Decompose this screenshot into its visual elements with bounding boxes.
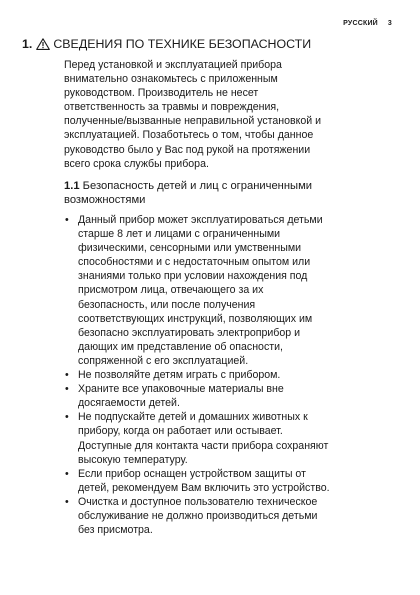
list-item [64,213,404,368]
page-header [343,20,392,27]
section-intro [64,58,404,171]
section-heading: СВЕДЕНИЯ ПО ТЕХНИКЕ БЕЗОПАСНОСТИ [53,37,312,51]
bullet-line: высокую температуру. [78,453,188,466]
intro-line: всего срока службы прибора. [64,157,209,170]
bullet-list [64,213,404,537]
subsection-heading-cont: возможностями [64,194,146,207]
bullet-line: способностями и с недостаточным опытом или [78,256,311,269]
intro-line: руководство было у Вас под рукой на протяжении [64,143,311,156]
bullet-line: сопряженной с его эксплуатацией. [78,354,249,367]
bullet-line: обслуживание не должно производиться детьми [78,509,318,522]
bullet-line: Не позволяйте детям играть с прибором. [78,369,281,382]
bullet-symbol: • [65,495,69,508]
bullet-line: Данный прибор может эксплуатироваться детьми [78,214,323,226]
intro-line: Перед установкой и эксплуатацией прибора [64,59,282,71]
list-item [64,410,404,466]
bullet-line: без присмотра. [78,524,153,537]
subsection-title-line [64,179,404,193]
bullet-line: прибору, когда он работает или остывает. [78,425,283,438]
intro-line: ответственность за травмы и повреждения, [64,101,280,114]
bullet-symbol: • [65,214,69,226]
section-title [22,37,400,51]
bullet-symbol: • [65,467,69,480]
bullet-line: досягаемости детей. [78,397,180,410]
intro-line: эксплуатацией. Позаботьтесь о том, чтобы данное [64,129,314,142]
bullet-symbol: • [65,369,69,382]
bullet-line: Доступные для контакта части прибора сохраняют [78,439,329,452]
list-item [64,495,404,537]
header-language: РУССКИЙ [343,20,378,27]
warning-triangle-icon [36,38,50,50]
bullet-symbol: • [65,411,69,424]
list-item [64,382,404,410]
section-number: 1. [22,37,33,51]
list-item [64,368,404,382]
intro-line: руководством. Производитель не несет [64,87,259,100]
subsection-number: 1.1 [64,180,80,192]
bullet-line: Храните все упаковочные материалы вне [78,383,284,396]
subsection-title [64,179,404,208]
bullet-line: присмотром лица, отвечающего за их [78,284,264,297]
bullet-line: Если прибор оснащен устройством защиты от [78,467,306,480]
list-item [64,467,404,495]
bullet-line: безопасность, или после получения [78,298,256,311]
subsection-heading: Безопасность детей и лиц с ограниченными [82,180,313,192]
bullet-line: детей, рекомендуем Вам включить это устройство. [78,481,330,494]
intro-line: полученные/вызванные неправильной установкой и [64,115,322,128]
bullet-line: безопасно эксплуатировать электроприбор и [78,326,300,339]
bullet-symbol: • [65,383,69,396]
bullet-line: Не подпускайте детей и домашних животных к [78,411,308,424]
bullet-line: Очистка и доступное пользователю техническое [78,495,318,508]
bullet-line: физическими, сенсорными или умственными [78,242,302,255]
bullet-line: дающих им представление об опасности, [78,340,283,353]
bullet-line: старше 8 лет и лицами с ограниченными [78,228,281,241]
bullet-line: соответствующих инструкций, позволяющих им [78,312,313,325]
page-number: 3 [387,20,392,27]
bullet-line: знаниями только при условии нахождения под [78,270,308,283]
intro-line: внимательно ознакомьтесь с приложенным [64,73,278,86]
